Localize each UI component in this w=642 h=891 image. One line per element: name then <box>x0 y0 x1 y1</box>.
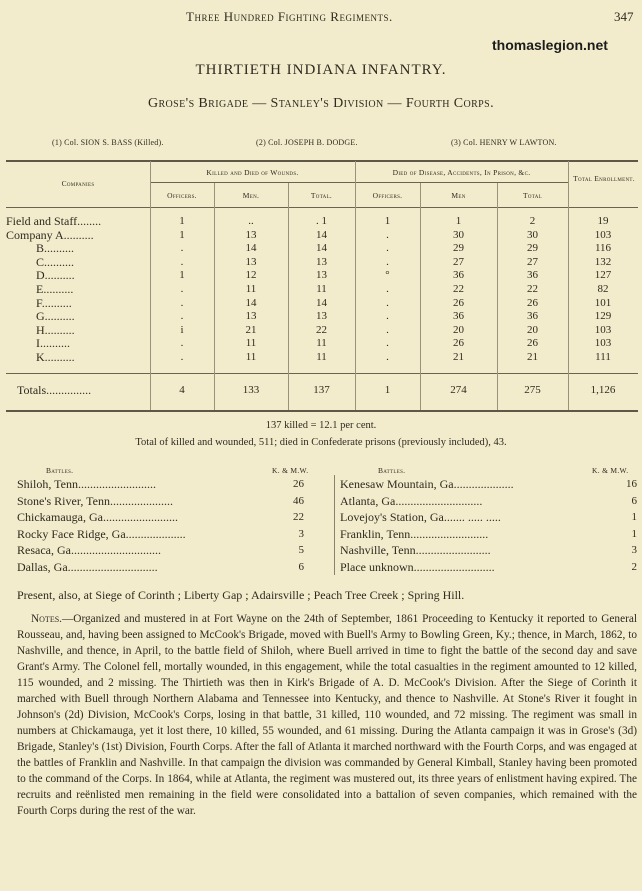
table-cell: 21 <box>245 323 257 336</box>
battles-divider <box>334 475 335 575</box>
table-cell: 26 <box>453 337 464 350</box>
notes-lead: Notes. <box>31 613 62 625</box>
table-row-label: I.......... <box>6 336 70 351</box>
battle-kmw: 5 <box>298 544 304 557</box>
table-cell: . <box>386 283 389 295</box>
battle-kmw: 22 <box>293 511 304 524</box>
table-cell: . <box>386 310 389 323</box>
table-cell: 14 <box>245 296 257 309</box>
table-cell: 13 <box>245 310 257 323</box>
battle-kmw: 1 <box>631 527 637 540</box>
table-cell: 12 <box>245 269 257 282</box>
battle-name: Chickamauga, Ga......................... <box>17 510 178 525</box>
regiment-subtitle: Grose's Brigade — Stanley's Division — Fourth Corps. <box>147 96 495 111</box>
battle-name: Nashville, Tenn......................... <box>340 543 491 558</box>
table-cell: 13 <box>245 255 257 268</box>
table-cell: . <box>386 323 389 336</box>
table-cell: 11 <box>316 337 327 350</box>
table-row-label: C.......... <box>6 254 75 269</box>
table-cell: 11 <box>245 351 257 363</box>
battle-kmw: 1 <box>631 511 637 524</box>
table-cell: 14 <box>245 242 257 255</box>
totals-cell: 1,126 <box>590 384 616 396</box>
table-cell: 103 <box>594 323 612 336</box>
page-number: 347 <box>614 9 634 24</box>
battle-kmw: 3 <box>631 544 637 557</box>
table-cell: 1 <box>455 215 462 227</box>
table-cell: 30 <box>527 228 538 241</box>
present-also: Present, also, at Siege of Corinth ; Liberty Gap ; Adairsville ; Peach Tree Creek ; Spring Hill. <box>17 588 465 602</box>
table-cell: . <box>180 296 184 309</box>
table-cell: 20 <box>527 323 538 336</box>
table-cell: 26 <box>527 296 538 309</box>
table-cell: 103 <box>594 228 612 241</box>
table-cell: . <box>180 337 184 350</box>
table-row-label: K.......... <box>6 350 75 364</box>
total-killed-wounded: Total of killed and wounded, 511; died in Confederate prisons (previously included), 43. <box>135 437 507 448</box>
table-cell: 29 <box>527 242 538 255</box>
subheader-total: Total. <box>310 191 333 200</box>
table-cell: 19 <box>597 215 609 227</box>
table-cell: 21 <box>453 351 464 363</box>
table-cell: . <box>386 351 389 363</box>
table-cell: 101 <box>594 296 612 309</box>
table-cell: 29 <box>453 242 464 255</box>
battle-kmw: 2 <box>631 561 637 573</box>
table-cell: 111 <box>595 351 611 363</box>
table-cell: 13 <box>245 228 257 241</box>
table-cell: 36 <box>453 269 464 282</box>
header-total-enrollment: Total Enrollment. <box>573 174 635 183</box>
table-cell: 27 <box>453 255 464 268</box>
regiment-title: THIRTIETH INDIANA INFANTRY. <box>195 62 447 78</box>
table-cell: . 1 <box>316 215 327 227</box>
table-group-rule <box>150 182 568 183</box>
watermark: thomaslegion.net <box>492 37 608 53</box>
table-cell: . <box>386 228 389 241</box>
table-cell: 26 <box>527 337 538 350</box>
battle-kmw: 6 <box>298 561 304 573</box>
battle-kmw: 3 <box>298 527 304 540</box>
regiment-notes <box>17 611 637 819</box>
table-row-label: B.......... <box>6 241 75 256</box>
killed-percentage: 137 killed = 12.1 per cent. <box>265 420 377 431</box>
table-cell: . <box>180 310 184 323</box>
totals-cell: 137 <box>313 384 330 396</box>
table-cell: . <box>180 283 184 295</box>
kmw-header-right: K. & M.W. <box>592 466 629 475</box>
battle-name: Dallas, Ga.............................. <box>17 560 158 574</box>
table-cell: 36 <box>527 310 538 323</box>
table-row-label: G.......... <box>6 309 75 324</box>
battle-kmw: 46 <box>293 494 304 507</box>
table-cell: ° <box>385 269 390 282</box>
table-cell: 22 <box>453 283 464 295</box>
table-cell: . <box>386 242 389 255</box>
colonel-1: (1) Col. SION S. BASS (Killed). <box>52 138 164 147</box>
table-row-label: H.......... <box>6 322 75 337</box>
table-top-rule <box>6 160 638 162</box>
table-cell: 116 <box>594 242 612 255</box>
header-killed: Killed and Died of Wounds. <box>206 168 299 177</box>
table-cell: 11 <box>316 351 327 363</box>
notes-text: —Organized and mustered in at Fort Wayne on the 24th of September, 1861 Proceeding to Kentucky it reported to General Rousseau, and, having been assigned to McCook's Brigade, moved with Buell's Army to Bowling Green, Ky.; thence, in March, 1862, to Nashville, and thence, in April, to the battle field of Shiloh, where Buell arrived in time to fight the battle of the second day and save Grant's Army. The Colonel fell, mortally wounded, in this engagement, while the total casualties in the regiment amounted to 12 killed, 115 wounded, and 2 missing. The Thirtieth was then in Kirk's Brigade of A. D. McCook's Division. After the Siege of Corinth it marched with Buell through Northern Alabama and Tennessee into Kentucky, and thence to Nashville. At Stone's River it fought in Johnson's (2d) Division, McCook's Corps, losing in that battle, 31 killed, 110 wounded, and 72 missing. The regiment was small in numbers at Chickamauga, yet it lost there, 10 killed, 55 wounded, and 61 missing. During the Atlanta campaign it was in Grose's (3d) Brigade, Stanley's (1st) Division, Fourth Corps. After the fall of Atlanta it marched northward with the Fourth Corps, and was engaged at the battles of Franklin and Nashville. In that campaign the division was commanded by General Kimball, Stanley having been promoted to the command of the Corps. In 1864, while at Atlanta, the regiment was mustered out, its three years of enlistment having expired. The recruits and reënlisted men remaining in the field were consolidated into a battalion of seven companies, which remained with the Fourth Corps during the rest of the war. <box>17 613 637 817</box>
table-cell: 21 <box>527 351 538 363</box>
table-row-label: Company A.......... <box>6 227 94 242</box>
subheader-men: Men. <box>242 191 260 200</box>
table-cell: . <box>386 296 389 309</box>
table-cell: . <box>180 351 184 363</box>
subheader-officers-disease: Officers. <box>372 191 403 200</box>
table-totals-rule <box>6 373 638 374</box>
table-cell: 20 <box>453 323 464 336</box>
table-cell: 22 <box>316 323 327 336</box>
table-cell: 36 <box>453 310 464 323</box>
battle-name: Atlanta, Ga............................. <box>340 493 483 508</box>
table-cell: 129 <box>594 310 612 323</box>
table-cell: 2 <box>529 215 536 227</box>
table-row-label: F.......... <box>6 295 72 310</box>
battles-header-right: Battles. <box>378 466 406 475</box>
battle-name: Kenesaw Mountain, Ga.................... <box>340 477 514 491</box>
table-row-label: D.......... <box>6 268 75 283</box>
table-cell: 1 <box>179 215 185 227</box>
colonel-3: (3) Col. HENRY W LAWTON. <box>451 138 557 147</box>
table-cell: 103 <box>594 337 612 350</box>
subheader-officers: Officers. <box>167 191 197 200</box>
table-cell: 36 <box>527 269 538 282</box>
battle-name: Franklin, Tenn.......................... <box>340 526 489 541</box>
table-row-label: Field and Staff........ <box>6 214 102 228</box>
battle-name: Place unknown........................... <box>340 560 495 574</box>
table-cell: 14 <box>316 242 327 255</box>
table-bottom-rule <box>6 410 638 412</box>
table-header-rule <box>6 207 638 208</box>
totals-cell: 275 <box>524 384 541 396</box>
totals-cell: 1 <box>384 384 391 396</box>
totals-cell: 4 <box>179 384 185 396</box>
table-cell: . <box>180 242 184 255</box>
table-cell: . <box>386 255 389 268</box>
table-cell: 11 <box>245 283 257 295</box>
kmw-header-left: K. & M.W. <box>272 466 309 475</box>
totals-cell: 133 <box>242 384 260 396</box>
table-cell: 11 <box>245 337 257 350</box>
table-cell: 13 <box>316 310 327 323</box>
subheader-total-disease: Total <box>522 191 542 200</box>
table-cell: 82 <box>597 283 609 295</box>
battle-name: Resaca, Ga.............................. <box>17 543 161 558</box>
battle-name: Rocky Face Ridge, Ga.................... <box>17 526 186 541</box>
table-row-label: E.......... <box>6 282 74 296</box>
table-cell: 22 <box>527 283 538 295</box>
battle-name: Lovejoy's Station, Ga....... ..... ..... <box>340 510 501 525</box>
table-cell: 30 <box>453 228 464 241</box>
table-cell: 26 <box>453 296 464 309</box>
table-cell: . <box>386 337 389 350</box>
battle-name: Shiloh, Tenn.......................... <box>17 477 156 491</box>
table-cell: 1 <box>179 228 185 241</box>
totals-cell: 274 <box>450 384 467 396</box>
battle-kmw: 26 <box>293 478 304 490</box>
table-cell: . <box>180 255 184 268</box>
table-cell: 127 <box>594 269 612 282</box>
table-cell: 27 <box>527 255 538 268</box>
table-cell: .. <box>248 215 254 227</box>
subheader-men-disease: Men <box>451 191 466 200</box>
table-cell: 13 <box>316 269 327 282</box>
running-header-title: Three Hundred Fighting Regiments. <box>186 9 393 24</box>
colonel-2: (2) Col. JOSEPH B. DODGE. <box>256 138 358 147</box>
battle-kmw: 16 <box>626 478 637 490</box>
table-cell: 1 <box>384 215 391 227</box>
table-cell: 1 <box>179 269 185 282</box>
table-cell: 13 <box>316 255 327 268</box>
battle-kmw: 6 <box>631 494 637 507</box>
table-cell: 14 <box>316 228 327 241</box>
header-companies: Companies <box>61 179 95 188</box>
table-cell: 14 <box>316 296 327 309</box>
header-disease: Died of Disease, Accidents, In Prison, &c. <box>392 168 531 177</box>
table-cell: 11 <box>316 283 327 295</box>
battle-name: Stone's River, Tenn..................... <box>17 493 173 508</box>
table-cell: i <box>180 323 184 336</box>
totals-label: Totals............... <box>17 383 92 397</box>
battles-header-left: Battles. <box>46 466 74 475</box>
table-cell: 132 <box>594 255 612 268</box>
